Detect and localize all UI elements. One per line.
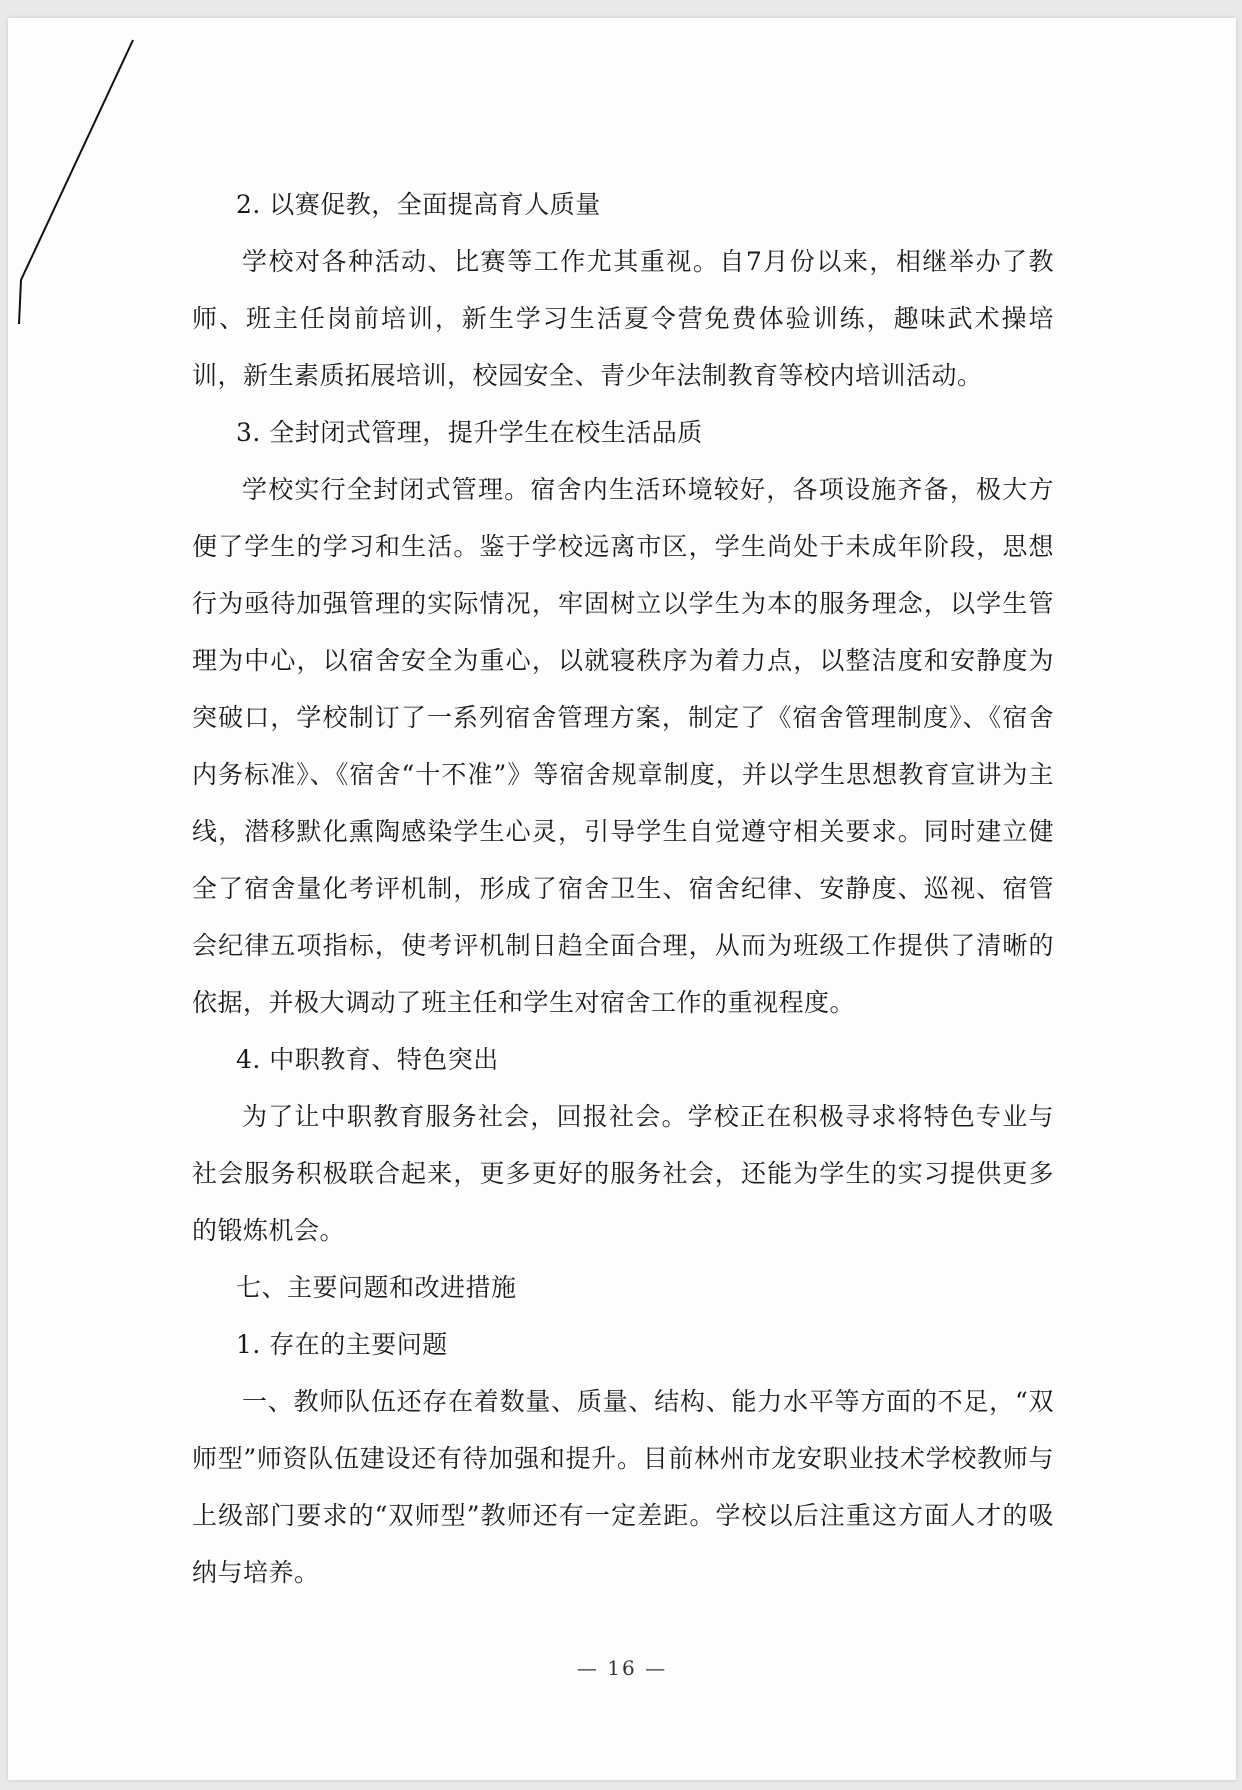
section-heading: 1. 存在的主要问题 xyxy=(236,1330,448,1359)
paragraph: 一、教师队伍还存在着数量、质量、结构、能力水平等方面的不足，“双师型”师资队伍建设还有待加强和提升。目前林州市龙安职业技术学校教师与上级部门要求的“双师型”教师还有一定差距。学校以后注重这方面人才的吸纳与培养。 xyxy=(192,1387,1054,1587)
section-heading: 2. 以赛促教，全面提高育人质量 xyxy=(236,190,601,219)
document-body xyxy=(192,176,1054,1601)
page-number: — 16 — xyxy=(576,1656,668,1680)
paragraph: 学校对各种活动、比赛等工作尤其重视。自7月份以来，相继举办了教师、班主任岗前培训，新生学习生活夏令营免费体验训练，趣味武术操培训，新生素质拓展培训，校园安全、青少年法制教育等校内培训活动。 xyxy=(192,247,1054,390)
chapter-heading: 七、主要问题和改进措施 xyxy=(236,1273,517,1302)
paragraph: 为了让中职教育服务社会，回报社会。学校正在积极寻求将特色专业与社会服务积极联合起来，更多更好的服务社会，还能为学生的实习提供更多的锻炼机会。 xyxy=(192,1102,1054,1245)
scan-edge-line xyxy=(8,18,148,338)
section-heading: 3. 全封闭式管理，提升学生在校生活品质 xyxy=(236,418,703,447)
document-page xyxy=(8,18,1236,1780)
paragraph: 学校实行全封闭式管理。宿舍内生活环境较好，各项设施齐备，极大方便了学生的学习和生活。鉴于学校远离市区，学生尚处于未成年阶段，思想行为亟待加强管理的实际情况，牢固树立以学生为本的服务理念，以学生管理为中心，以宿舍安全为重心，以就寝秩序为着力点，以整洁度和安静度为突破口，学校制订了一系列宿舍管理方案，制定了《宿舍管理制度》、《宿舍内务标准》、《宿舍“十不准”》等宿舍规章制度，并以学生思想教育宣讲为主线，潜移默化熏陶感染学生心灵，引导学生自觉遵守相关要求。同时建立健全了宿舍量化考评机制，形成了宿舍卫生、宿舍纪律、安静度、巡视、宿管会纪律五项指标，使考评机制日趋全面合理，从而为班级工作提供了清晰的依据，并极大调动了班主任和学生对宿舍工作的重视程度。 xyxy=(192,475,1054,1017)
section-heading: 4. 中职教育、特色突出 xyxy=(236,1045,499,1074)
